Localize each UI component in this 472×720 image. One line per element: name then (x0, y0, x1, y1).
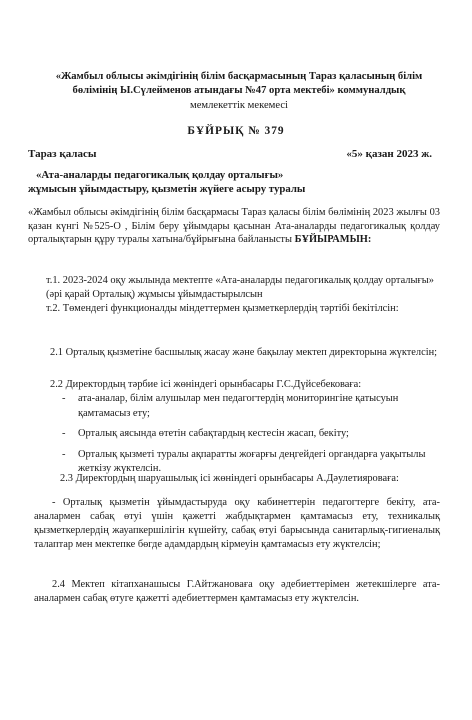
header-line-3: мемлекеттік мекемесі (190, 99, 288, 111)
city-name: Тараз қаласы (28, 148, 97, 160)
item-2-2: 2.2 Директордың тәрбие ісі жөніндегі орынбасары Г.С.Дүйсебековаға: (50, 379, 362, 390)
intro-text: «Жамбыл облысы әкімдігінің білім басқармасы Тараз қаласы білім бөлімінің 2023 жылғы 03 қазан күнгі №525-О , Білім беру ұйымдары қасынан Ата-аналарды педагогикалық қолдау орталықтарын құру туралы хатына/бұйрығына байланысты (28, 207, 440, 246)
item-2-1: 2.1 Орталық қызметіне басшылық жасау және бақылау мектеп директорына жүктелсін; (50, 347, 438, 358)
header-line-1: «Жамбыл облысы әкімдігінің білім басқармасының Тараз қаласының білім (55, 71, 423, 82)
decision-word: БҰЙЫРАМЫН: (294, 234, 372, 246)
subject-line-2: жұмысын ұйымдастыру, қызметін жүйеге асыру туралы (28, 183, 306, 195)
bullet-mark: - (62, 448, 66, 460)
item-2-2-duties (62, 392, 440, 477)
list-item (62, 392, 440, 421)
item-t1: т.1. 2023-2024 оқу жылында мектепте «Ата-аналарды педагогикалық қолдау орталығы» (әрі қарай Орталық) жұмысы ұйымдастырылсын (46, 275, 434, 300)
duty-text: Орталық қызметі туралы ақпаратты жоғарғы деңгейдегі органдарға уақытылы жеткізу жүктелсін. (78, 448, 426, 475)
bullet-mark: - (62, 393, 66, 404)
document-header (26, 70, 452, 113)
item-2-3: 2.3 Директордың шаруашылық ісі жөніндегі орынбасары А.Дәулетияроваға: (60, 473, 399, 484)
item-t2: т.2. Төмендегі функционалды міндеттермен қызметкерлердің тәртібі бекітілсін: (46, 303, 399, 314)
order-title: БҰЙРЫҚ № 379 (187, 125, 285, 137)
header-line-2: бөлімінің Ы.Сүлейменов атындағы №47 орта мектебі» коммуналдық (72, 85, 406, 97)
duty-text: Орталық аясында өтетін сабақтардың кестесін жасап, бекіту; (78, 428, 349, 440)
bullet-mark: - (62, 428, 66, 440)
subject-line-1: «Ата-аналарды педагогикалық қолдау орталығы» (36, 169, 284, 181)
duty-text: ата-аналар, білім алушылар мен педагогтердің мониторингіне қатысуын қамтамасыз ету; (78, 393, 399, 419)
intro-paragraph (28, 206, 440, 247)
order-date: «5» қазан 2023 ж. (346, 148, 432, 160)
list-item (62, 427, 440, 442)
order-subject (28, 168, 448, 196)
item-2-3-detail: - Орталық қызметін ұйымдастыруда оқу кабинеттерін педагогтерге бекіту, ата-аналармен сабақ өтуі үшін қажетті жабдықтармен қамтамасыз ету, техникалық қызметкерлердің жауапкершілігін күшейту, сабақ өтуі барысында санитарлық-гигиеналық талаптар мен мектепке бөгде адамдардың кірмеуін қамтамасыз ету жүктелсін; (34, 497, 440, 550)
item-2-4: 2.4 Мектеп кітапханашысы Г.Айтжановаға оқу әдебиеттерімен жетекшілерге ата-аналармен сабақ өтуге қажетті әдебиеттермен қамтамасыз ету жүктелсін. (34, 579, 440, 604)
